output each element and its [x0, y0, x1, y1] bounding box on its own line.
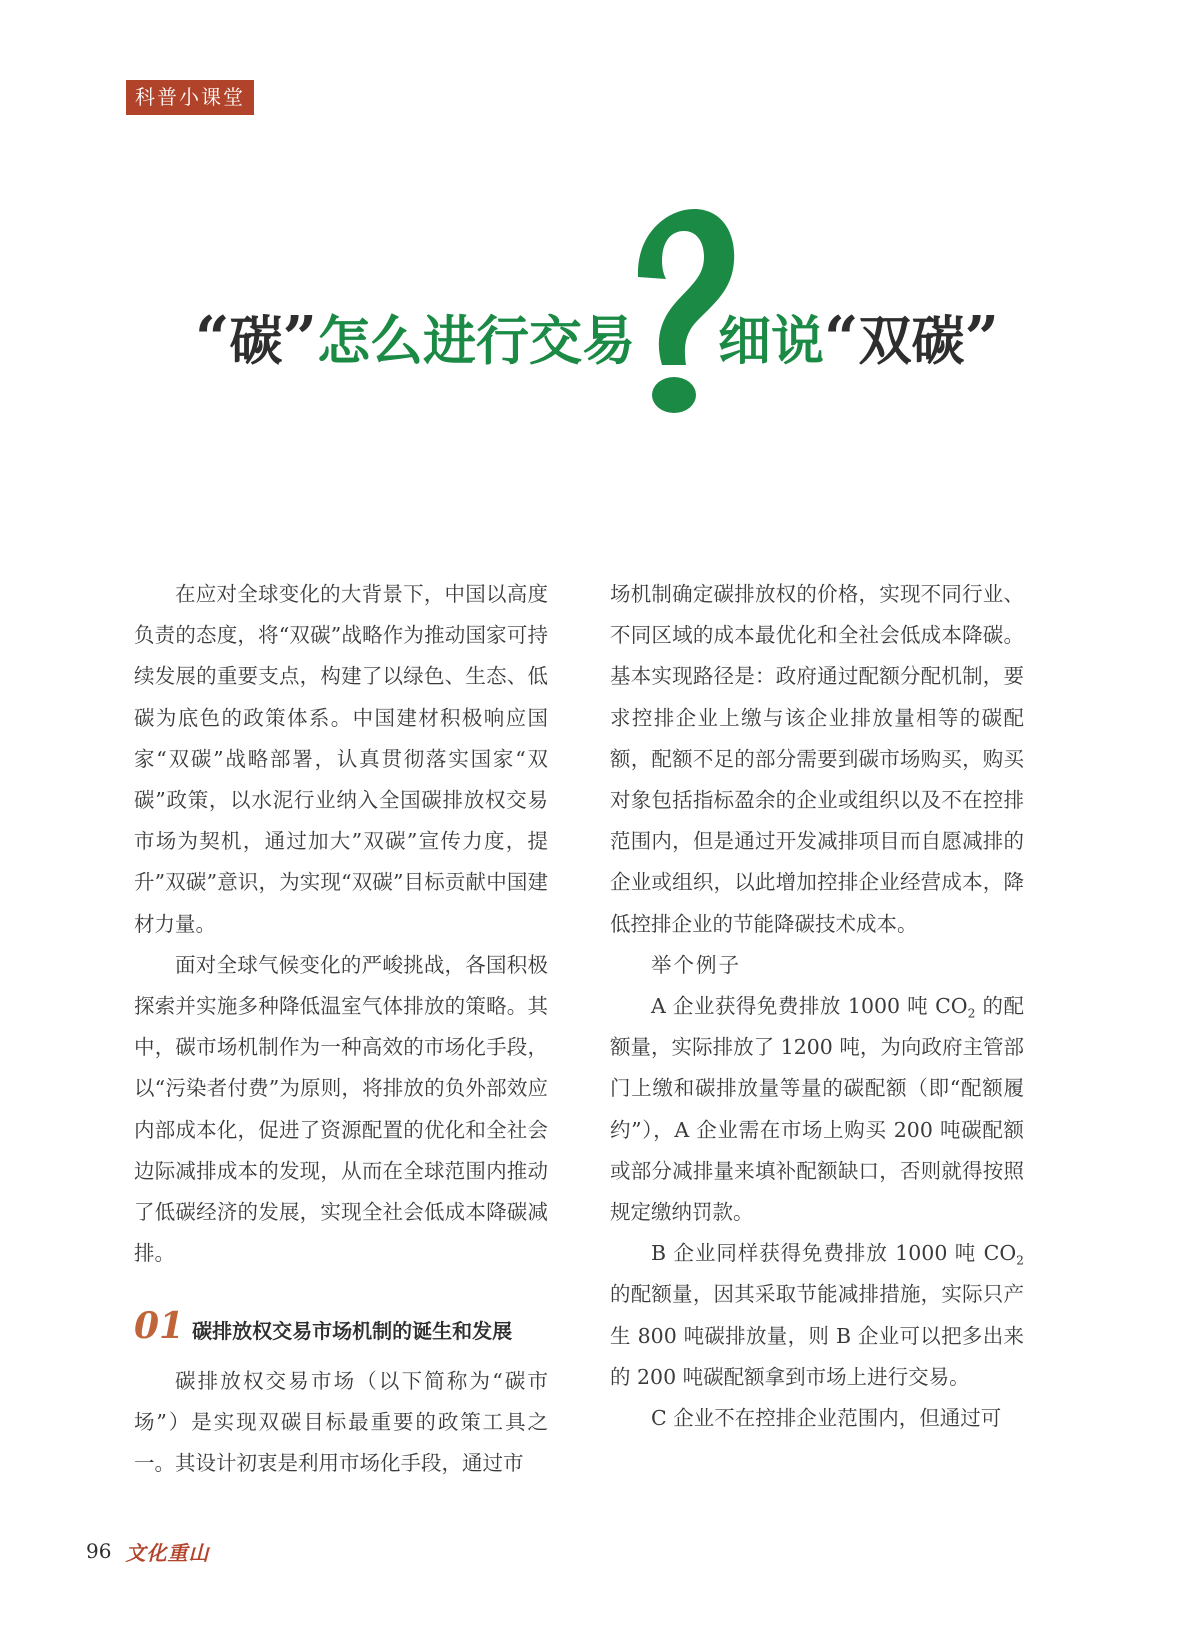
paragraph-example-c: C 企业不在控排企业范围内，但通过可: [651, 1406, 1002, 1431]
subscript: 2: [1016, 1253, 1024, 1268]
left-column: [134, 574, 548, 1484]
text-run: 的配额量，因其采取节能减排措施，实际只产生 800 吨碳排放量，则 B 企业可以把多出来的 200 吨碳配额拿到市场上进行交易。: [610, 1282, 1024, 1389]
title-quote-close-2: ”: [964, 304, 1000, 374]
title-quote-close: ”: [282, 304, 317, 374]
paragraph: 场机制确定碳排放权的价格，实现不同行业、不同区域的成本最优化和全社会低成本降碳。基本实现路径是：政府通过配额分配机制，要求控排企业上缴与该企业排放量相等的碳配额，配额不足的部分需要到碳市场购买，购买对象包括指标盈余的企业或组织以及不在控排范围内，但是通过开发减排项目而自愿减排的企业或组织，以此增加控排企业经营成本，降低控排企业的节能降碳技术成本。: [610, 582, 1024, 936]
paragraph: 面对全球气候变化的严峻挑战，各国积极探索并实施多种降低温室气体排放的策略。其中，碳市场机制作为一种高效的市场化手段，以“污染者付费”为原则，将排放的负外部效应内部成本化，促进了资源配置的优化和全社会边际减排成本的发现，从而在全球范围内推动了低碳经济的发展，实现全社会低成本降碳减排。: [134, 952, 548, 1266]
paragraph: 在应对全球变化的大背景下，中国以高度负责的态度，将“双碳”战略作为推动国家可持续发展的重要支点，构建了以绿色、生态、低碳为底色的政策体系。中国建材积极响应国家“双碳”战略部署，认真贯彻落实国家“双碳”政策，以水泥行业纳入全国碳排放权交易市场为契机，通过加大”双碳”宣传力度，提升”双碳”意识，为实现“双碳”目标贡献中国建材力量。: [134, 582, 548, 936]
text-run: 的配额量，实际排放了 1200 吨，为向政府主管部门上缴和碳排放量等量的碳配额（即“配额履约”），A 企业需在市场上购买 200 吨碳配额或部分减排量来填补配额缺口，否则就得按照规定缴纳罚款。: [610, 994, 1024, 1225]
section-tag: 科普小课堂: [126, 80, 254, 115]
section-title: 碳排放权交易市场机制的诞生和发展: [192, 1319, 513, 1344]
paragraph: 碳排放权交易市场（以下简称为“碳市场”）是实现双碳目标最重要的政策工具之一。其设计初衷是利用市场化手段，通过市: [134, 1368, 548, 1476]
title-right: [718, 303, 999, 377]
page-number: 96: [86, 1539, 112, 1563]
title-right-start: 细说: [718, 310, 824, 372]
title-word-tan: 碳: [229, 310, 283, 372]
footer: [86, 1536, 209, 1566]
magazine-logo: 文化重山: [125, 1540, 210, 1565]
title-word-shuangtan: 双碳: [858, 310, 965, 372]
title-left: [195, 303, 635, 377]
text-run: A 企业获得免费排放 1000 吨 CO: [651, 994, 968, 1019]
example-heading: 举个例子: [651, 952, 741, 977]
article-title: [0, 205, 1200, 420]
section-heading: [134, 1306, 548, 1352]
title-quote-open-2: “: [824, 304, 859, 374]
subscript: 2: [967, 1006, 976, 1021]
right-column: [610, 574, 1024, 1439]
text-run: B 企业同样获得免费排放 1000 吨 CO: [651, 1241, 1017, 1266]
paragraph-example-b: [610, 1233, 1024, 1398]
section-number: 01: [134, 1305, 185, 1348]
title-quote-open: “: [194, 304, 230, 374]
paragraph-example-a: [610, 986, 1024, 1233]
title-left-rest: 怎么进行交易: [317, 310, 635, 372]
